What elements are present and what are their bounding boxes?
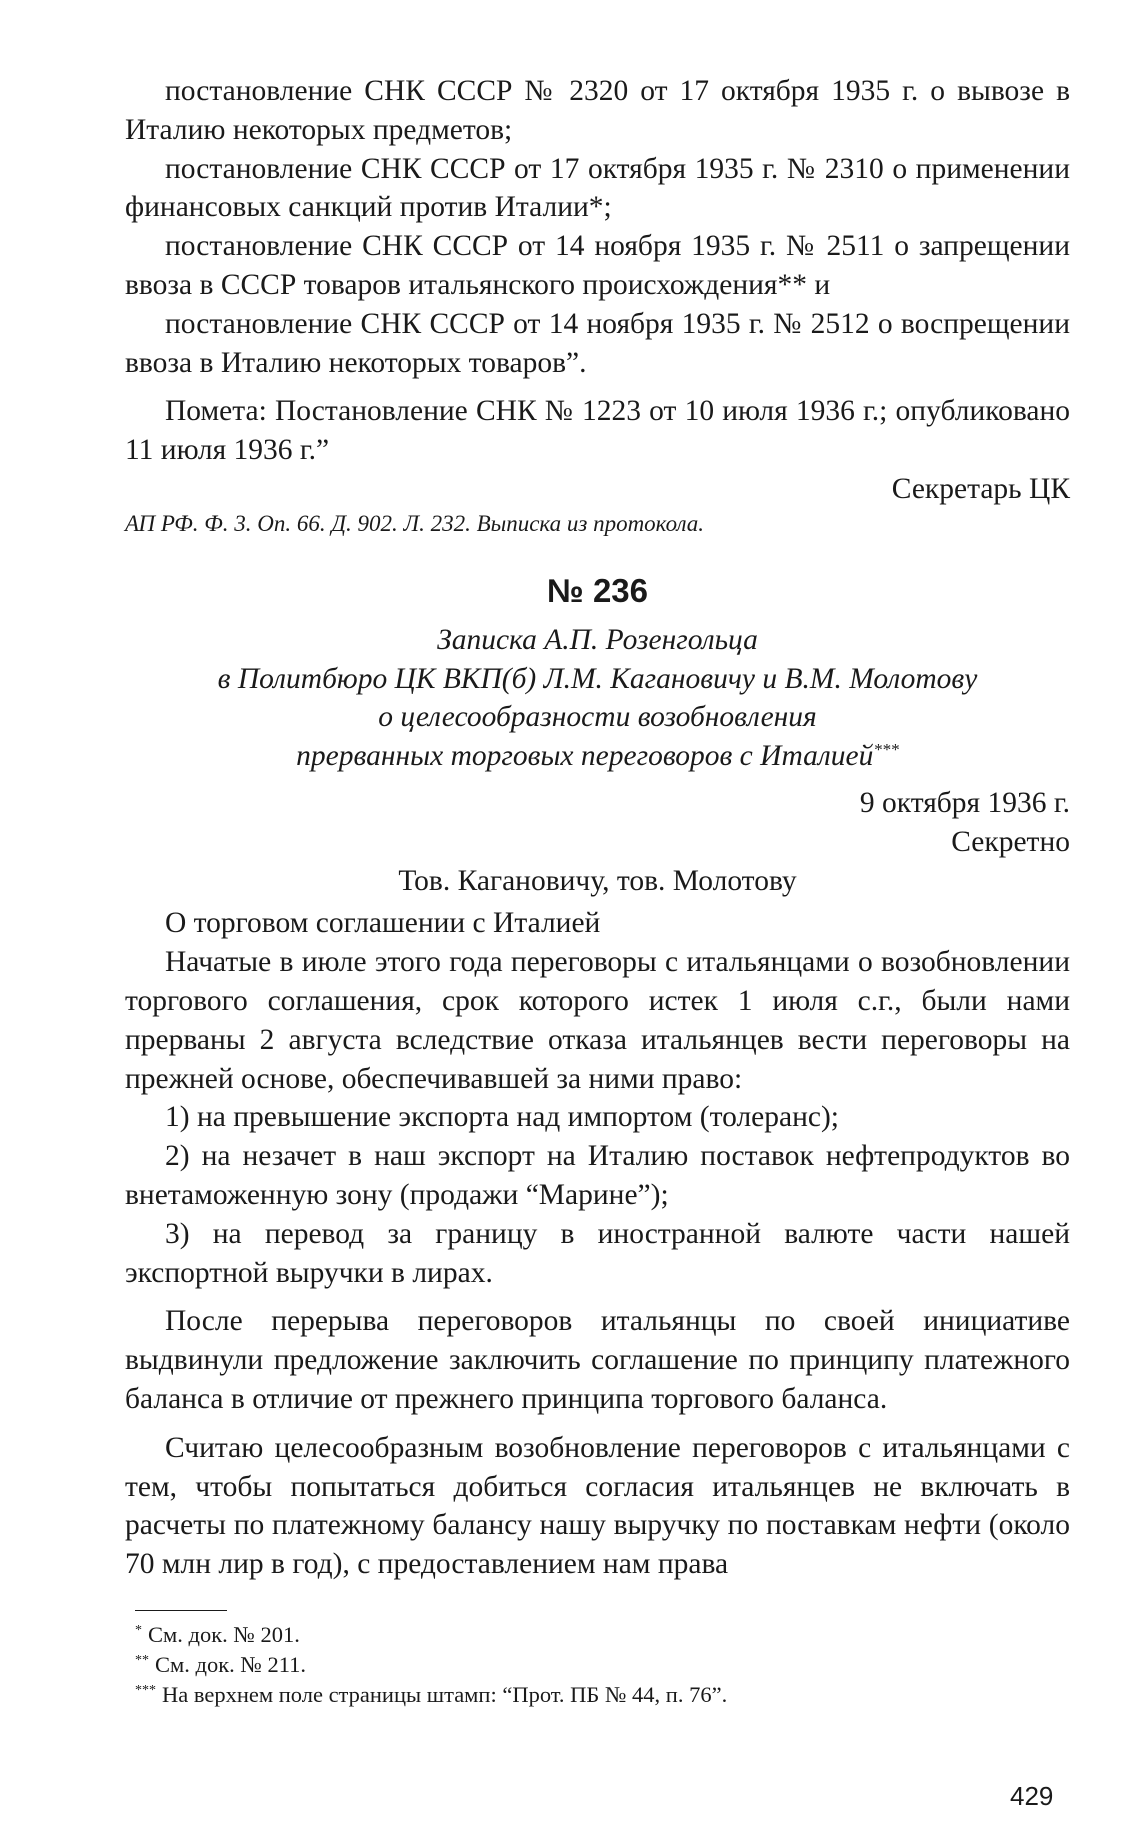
archive-note: Помета: Постановление СНК № 1223 от 10 июля 1936 г.; опубликовано 11 июля 1936 г.” <box>125 395 1070 467</box>
body-paragraph-2: После перерыва переговоров итальянцы по своей инициативе выдвинули предложение заключить соглашение по принципу платежного баланса в отличие от прежнего принципа торгового баланса. <box>125 1305 1070 1415</box>
page-body <box>125 72 1070 1584</box>
footnote-3-mark: *** <box>135 1683 156 1698</box>
document-heading-line-1: Записка А.П. Розенгольца <box>437 623 758 656</box>
footnote-1-text: См. док. № 201. <box>148 1622 300 1647</box>
document-heading-line-2: в Политбюро ЦК ВКП(б) Л.М. Кагановичу и В.М. Молотову <box>217 662 978 695</box>
body-list-item-1: 1) на превышение экспорта над импортом (толеранс); <box>165 1101 840 1134</box>
footnote-3 <box>135 1680 1070 1710</box>
archive-source: АП РФ. Ф. 3. Оп. 66. Д. 902. Л. 232. Выписка из протокола. <box>125 510 705 536</box>
body-paragraph-3: Считаю целесообразным возобновление переговоров с итальянцами с тем, чтобы попытаться добиться согласия итальянцев не включать в расчеты по платежному балансу нашу выручку по поставкам нефти (около 70 млн лир в год), с предоставлением нам права <box>125 1431 1070 1581</box>
heading-footnote-mark: *** <box>873 740 899 760</box>
footnotes <box>135 1620 1070 1710</box>
footnote-1-mark: * <box>135 1623 142 1638</box>
body-paragraph-1: Начатые в июле этого года переговоры с итальянцами о возобновлении торгового соглашения, срок которого истек 1 июля с.г., были нами прерваны 2 августа вследствие отказа итальянцев вести переговоры на прежней основе, обеспечивавшей за ними право: <box>125 946 1070 1095</box>
continuation-line-3: постановление СНК СССР от 14 ноября 1935 г. № 2511 о запрещении ввоза в СССР товаров итальянского происхождения** и <box>125 230 1070 301</box>
footnote-divider <box>135 1610 227 1611</box>
document-date: 9 октября 1936 г. <box>859 786 1070 819</box>
document-heading-line-3: о целесообразности возобновления <box>378 701 817 734</box>
body-list-item-2: 2) на незачет в наш экспорт на Италию поставок нефтепродуктов во внетаможенную зону (продажи “Марине”); <box>125 1140 1070 1211</box>
subject-line: О торговом соглашении с Италией <box>165 907 601 940</box>
footnote-2-mark: ** <box>135 1653 149 1668</box>
footnote-2 <box>135 1650 1070 1680</box>
document-classification: Секретно <box>951 825 1070 858</box>
continuation-line-2: постановление СНК СССР от 17 октября 1935 г. № 2310 о применении финансовых санкций против Италии*; <box>125 152 1070 224</box>
document-heading-line-4 <box>125 737 1070 776</box>
signature: Секретарь ЦК <box>891 472 1070 505</box>
body-list-item-3: 3) на перевод за границу в иностранной валюте части нашей экспортной выручки в лирах. <box>125 1217 1070 1289</box>
continuation-line-1: постановление СНК СССР № 2320 от 17 октября 1935 г. о вывозе в Италию некоторых предметов; <box>125 75 1070 146</box>
addressee: Тов. Кагановичу, тов. Молотову <box>398 864 797 897</box>
continuation-line-4: постановление СНК СССР от 14 ноября 1935 г. № 2512 о воспрещении ввоза в Италию некоторых товаров”. <box>125 307 1070 379</box>
footnote-2-text: См. док. № 211. <box>155 1652 307 1677</box>
document-number: № 236 <box>546 571 648 609</box>
heading-line-4-text: прерванных торговых переговоров с Италией <box>296 740 874 773</box>
footnote-1 <box>135 1620 1070 1650</box>
page-number: 429 <box>1010 1781 1054 1811</box>
footnote-3-text: На верхнем поле страницы штамп: “Прот. ПБ № 44, п. 76”. <box>162 1682 728 1707</box>
